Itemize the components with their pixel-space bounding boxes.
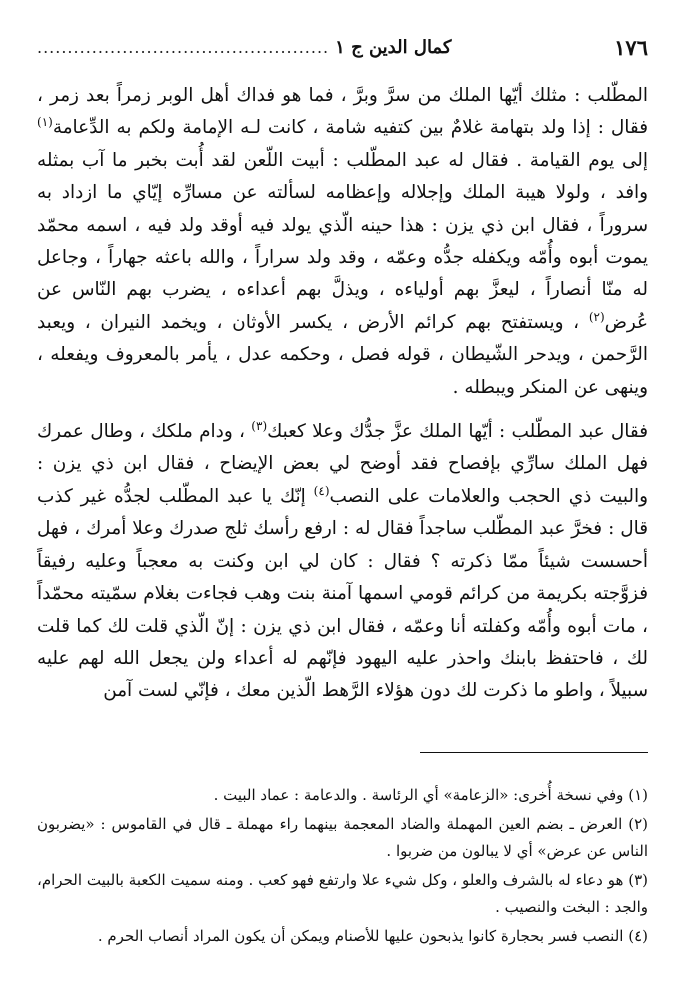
footnote-number: (١) [628,786,648,804]
paragraph-1-part-1: المطّلب : مثلك أيّها الملك من سرَّ وبرَّ ، فما هو فداك أهل الوبر زمراً بعد زمر ، فقال : إذا ولد بتهامة غلامٌ بين كتفيه شامة ، كانت لـه الإمامة ولكم به الدِّعامة [37,85,648,139]
page-header [37,30,648,64]
footnote-text: العرض ـ بضم العين المهملة والضاد المعجمة بينهما راء مهملة ـ قال في القاموس : «يضربون الناس عن عرض» أي لا يبالون من ضربوا . [37,814,648,860]
footnote-number: (٢) [628,814,648,833]
paragraph-2-part-2: ، ودام ملكك ، وطال عمرك فهل الملك سارِّي بإفصاح فقد أوضح لي بعض الإيضاح ، فقال ابن ذي يزن : والبيت ذي الحجب والعلامات على النصب [37,421,648,507]
footnote-ref-1[interactable]: (١) [37,115,53,130]
footnote-text: النصب فسر بحجارة كانوا يذبحون عليها للأصنام ويمكن أن يكون المراد أنصاب الحرم . [97,926,624,945]
footnote-separator [420,752,648,753]
page-number: ١٧٦ [614,34,648,60]
footnote-ref-3[interactable]: (٣) [251,418,268,433]
footnote-1 [37,782,648,810]
leader-dots: ................................................ [37,37,330,57]
paragraph-2-part-1: فقال عبد المطّلب : أيّها الملك عزَّ جدُّك وعلا كعبك [267,421,648,443]
footnotes [37,782,648,951]
footnote-text: هو دعاء له بالشرف والعلو ، وكل شيء علا وارتفع فهو كعب . ومنه سميت الكعبة بالبيت الحرام، والجد : البخت والنصيب . [37,870,648,916]
footnote-2 [37,811,648,866]
footnote-number: (٤) [628,926,648,945]
paragraph-1 [37,80,648,404]
paragraph-2 [37,416,648,708]
footnote-ref-2[interactable]: (٢) [588,309,605,324]
footnote-ref-4[interactable]: (٤) [313,483,330,498]
footnote-number: (٣) [628,870,648,889]
footnote-3 [37,867,648,922]
footnote-text: وفي نسخة أُخرى: «الزعامة» أي الرئاسة . والدعامة : عماد البيت . [213,786,624,804]
paragraph-1-part-2: إلى يوم القيامة . فقال له عبد المطّلب : أبيت اللّعن لقد أُبت بخبر ما آب بمثله وافد ، ولولا هيبة الملك وإجلاله وإعظامه لسألته عن مسارِّه إيّاي ما ازداد به سروراً ، فقال ابن ذي يزن : هذا حينه الّذي يولد فيه أوقد ولد فيه ، اسمه محمّد يموت أبوه وأُمّه ويكفله جدُّه وعمّه ، وقد ولد سراراً ، والله باعثه جهاراً ، وجاعل له منّا أنصاراً ، ليعزَّ بهم أولياءه ، ويذلَّ بهم أعداءه ، يضرب بهم النّاس عن عُرض [37,149,648,333]
footnote-4 [37,923,648,951]
main-text [37,80,648,708]
paragraph-2-part-3: إنّك يا عبد المطّلب لجدُّه غير كذب قال : فخرَّ عبد المطّلب ساجداً فقال له : ارفع رأسك ثلج صدرك وعلا أمرك ، فهل أحسست شيئاً ممّا ذكرته ؟ فقال : كان لي ابن وكنت به معجباً وعليه رفيقاً فزوَّجته بكريمة من كرائم قومي اسمها آمنة بنت وهب فجاءت بغلام سمّيته محمّداً ، مات أبوه وأُمّه وكفلته أنا وعمّه ، فقال ابن ذي يزن : إنّ الّذي قلت لك كما قلت لك ، فاحتفظ بابنك واحذر عليه اليهود فإنّهم له أعداء ولن يجعل الله لهم عليه سبيلاً ، واطو ما ذكرت لك دون هؤلاء الرَّهط الّذين معك ، فإنّي لست آمن [37,485,648,702]
paragraph-1-part-3: ، ويستفتح بهم كرائم الأرض ، يكسر الأوثان ، ويخمد النيران ، ويعبد الرَّحمن ، ويدحر الشّيطان ، قوله فصل ، وحكمه عدل ، يأمر بالمعروف ويفعله ، وينهى عن المنكر ويبطله . [37,311,648,398]
running-head [37,37,451,58]
running-title: كمال الدين ج ١ [335,36,452,58]
